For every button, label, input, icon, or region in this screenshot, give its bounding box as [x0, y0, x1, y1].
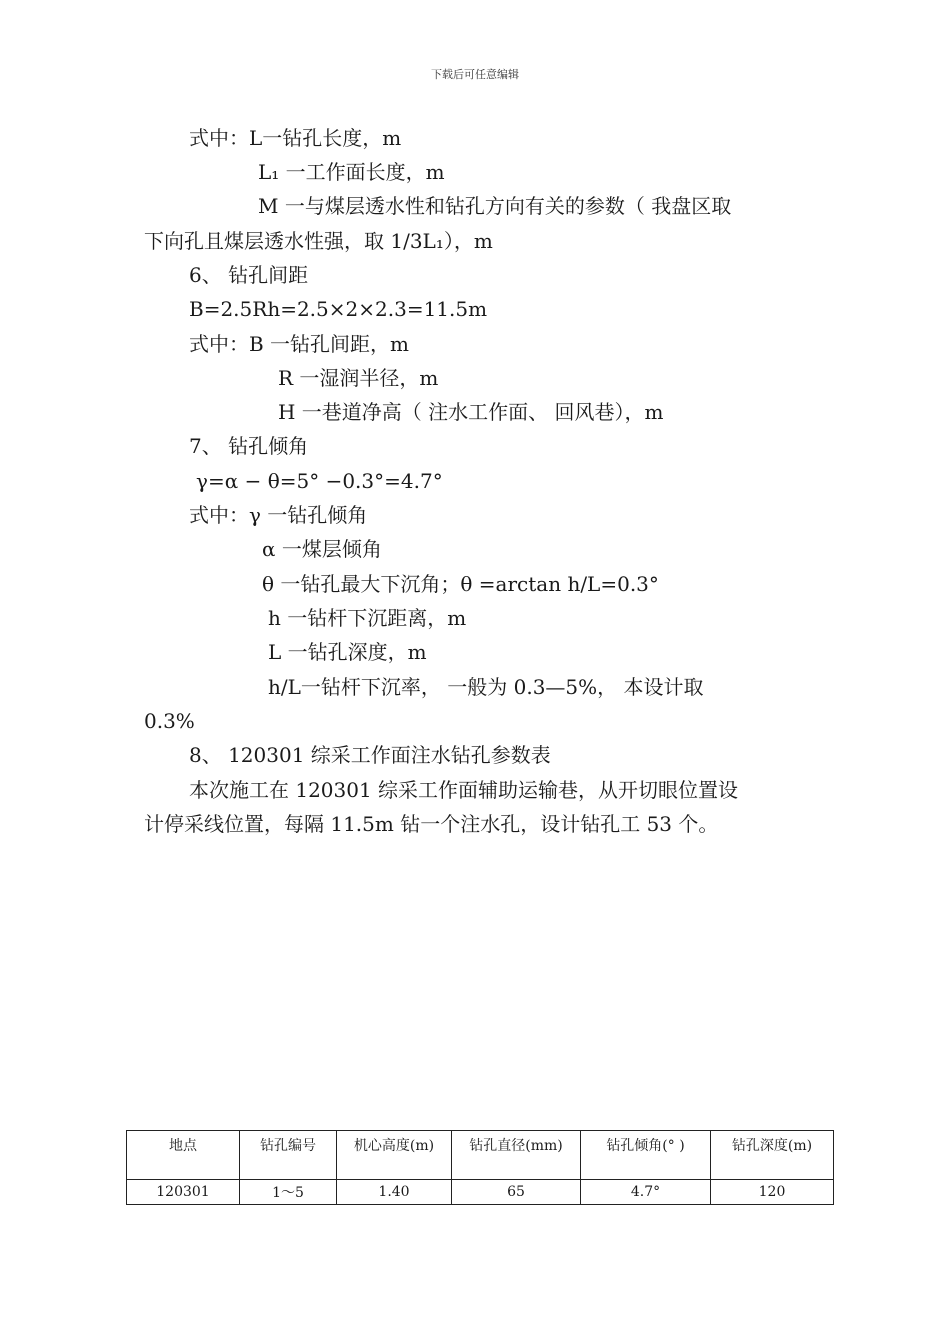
text-line: 计停采线位置，每隔 11.5m 钻一个注水孔，设计钻孔工 53 个。: [144, 812, 719, 836]
text-line: α 一煤层倾角: [262, 537, 382, 561]
text-line: 下向孔且煤层透水性强，取 1/3L₁），m: [144, 229, 493, 253]
section-heading: 8、 120301 综采工作面注水钻孔参数表: [189, 743, 551, 767]
text-line: h 一钻杆下沉距离，m: [268, 606, 467, 630]
table-header-cell: 钻孔倾角(° ): [581, 1131, 711, 1180]
table-header-cell: 钻孔编号: [240, 1131, 337, 1180]
drilling-parameters-table: [126, 1130, 834, 1205]
text-line: 式中：γ 一钻孔倾角: [189, 503, 368, 527]
table-cell: 120: [711, 1180, 834, 1205]
table-cell: 1～5: [240, 1180, 337, 1205]
text-line: θ 一钻孔最大下沉角；θ =arctan h/L=0.3°: [262, 572, 659, 596]
text-line: h/L一钻杆下沉率， 一般为 0.3—5%， 本设计取: [268, 675, 704, 699]
text-line: 式中：L一钻孔长度，m: [189, 126, 402, 150]
table-row: [127, 1180, 834, 1205]
section-heading: 6、 钻孔间距: [189, 263, 309, 287]
formula-line: B=2.5Rh=2.5×2×2.3=11.5m: [189, 297, 488, 321]
table-cell: 65: [452, 1180, 581, 1205]
section-heading: 7、 钻孔倾角: [189, 434, 309, 458]
page-header: 下载后可任意编辑: [431, 68, 519, 81]
text-line: 本次施工在 120301 综采工作面辅助运输巷，从开切眼位置设: [189, 778, 739, 802]
formula-line: γ=α − θ=5° −0.3°=4.7°: [196, 469, 443, 493]
table-header-cell: 地点: [127, 1131, 240, 1180]
table-cell: 4.7°: [581, 1180, 711, 1205]
table-cell: 1.40: [337, 1180, 452, 1205]
text-line: 0.3%: [144, 709, 195, 733]
table-header-cell: 钻孔直径(mm): [452, 1131, 581, 1180]
text-line: R 一湿润半径，m: [278, 366, 439, 390]
text-line: M 一与煤层透水性和钻孔方向有关的参数（ 我盘区取: [258, 194, 732, 218]
table-cell: 120301: [127, 1180, 240, 1205]
table-header-row: [127, 1131, 834, 1180]
table-header-cell: 钻孔深度(m): [711, 1131, 834, 1180]
text-line: L₁ 一工作面长度，m: [258, 160, 445, 184]
table-header-cell: 机心高度(m): [337, 1131, 452, 1180]
text-line: 式中：B 一钻孔间距，m: [189, 332, 410, 356]
text-line: L 一钻孔深度，m: [268, 640, 427, 664]
text-line: H 一巷道净高（ 注水工作面、 回风巷），m: [278, 400, 664, 424]
